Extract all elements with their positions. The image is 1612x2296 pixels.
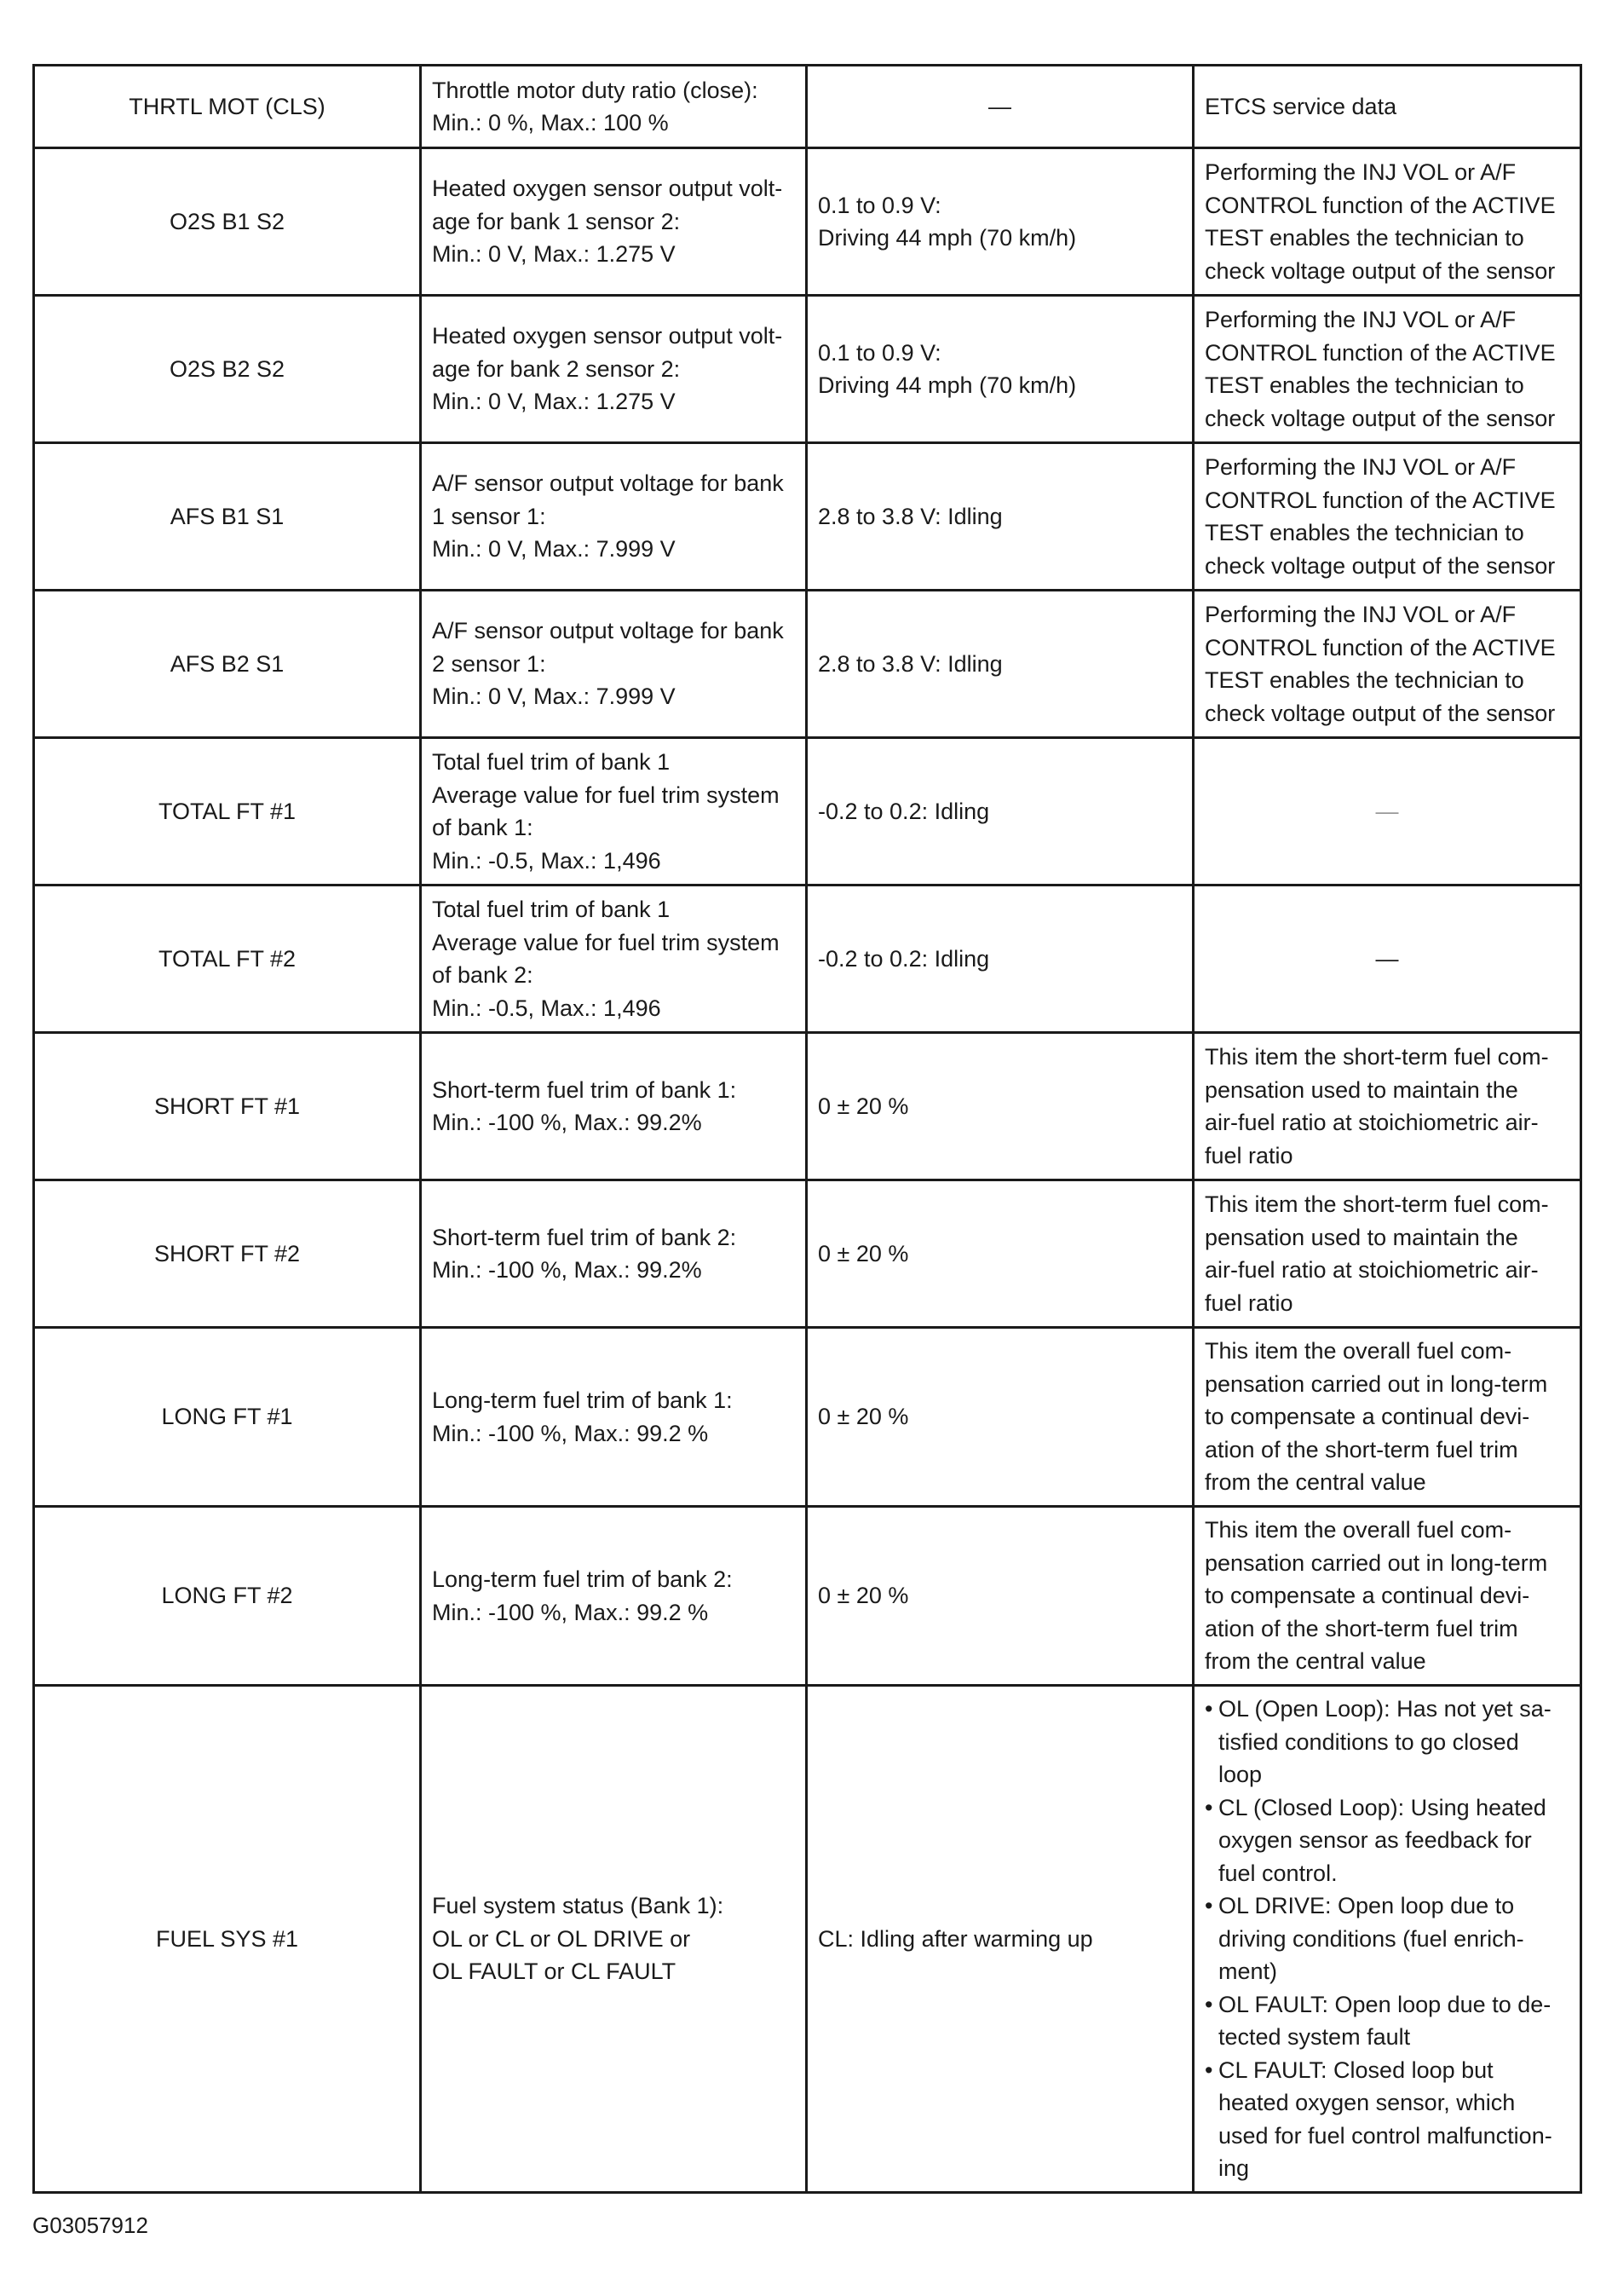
item-cell: LONG FT #2 [34, 1507, 421, 1686]
measurement-cell: Heated oxygen sensor output volt- age for bank 1 sensor 2: Min.: 0 V, Max.: 1.275 V [421, 148, 807, 296]
item-cell: SHORT FT #1 [34, 1033, 421, 1180]
table-row [34, 1180, 1581, 1328]
measurement-cell: Throttle motor duty ratio (close): Min.: 0 %, Max.: 100 % [421, 66, 807, 148]
remarks-cell [1194, 886, 1581, 1033]
remarks-cell: Performing the INJ VOL or A/F CONTROL function of the ACTIVE TEST enables the technician to check voltage output of the sensor [1194, 443, 1581, 591]
item-cell: SHORT FT #2 [34, 1180, 421, 1328]
dash-mark: — [1375, 945, 1399, 972]
normal-condition-cell: 0 ± 20 % [807, 1328, 1194, 1507]
table-row [34, 1686, 1581, 2193]
item-cell: TOTAL FT #1 [34, 738, 421, 886]
list-item: • CL FAULT: Closed loop but heated oxygen sensor, which used for fuel control malfunction- ing [1205, 2054, 1569, 2185]
item-cell: TOTAL FT #2 [34, 886, 421, 1033]
list-item: • OL FAULT: Open loop due to de- tected system fault [1205, 1988, 1569, 2054]
normal-condition-cell: 0 ± 20 % [807, 1033, 1194, 1180]
table-row [34, 1507, 1581, 1686]
table-row [34, 148, 1581, 296]
table-row [34, 1033, 1581, 1180]
measurement-cell: Heated oxygen sensor output volt- age for bank 2 sensor 2: Min.: 0 V, Max.: 1.275 V [421, 296, 807, 443]
measurement-cell: Total fuel trim of bank 1 Average value for fuel trim system of bank 2: Min.: -0.5, Max.: 1,496 [421, 886, 807, 1033]
table-row [34, 591, 1581, 738]
list-item: • OL (Open Loop): Has not yet sa- tisfied conditions to go closed loop [1205, 1693, 1569, 1791]
dash-mark: — [988, 93, 1011, 119]
item-cell: FUEL SYS #1 [34, 1686, 421, 2193]
data-list-table [32, 64, 1582, 2194]
remarks-cell: This item the short-term fuel com- pensation used to maintain the air-fuel ratio at stoichiometric air- fuel ratio [1194, 1033, 1581, 1180]
normal-condition-cell: 2.8 to 3.8 V: Idling [807, 591, 1194, 738]
measurement-cell: Short-term fuel trim of bank 1: Min.: -100 %, Max.: 99.2% [421, 1033, 807, 1180]
normal-condition-cell: 0.1 to 0.9 V: Driving 44 mph (70 km/h) [807, 296, 1194, 443]
dash-mark: — [1375, 798, 1399, 824]
table-row [34, 296, 1581, 443]
remarks-cell: This item the short-term fuel com- pensation used to maintain the air-fuel ratio at stoichiometric air- fuel ratio [1194, 1180, 1581, 1328]
table-row [34, 886, 1581, 1033]
measurement-cell: A/F sensor output voltage for bank 2 sensor 1: Min.: 0 V, Max.: 7.999 V [421, 591, 807, 738]
remarks-cell [1194, 738, 1581, 886]
item-cell: AFS B2 S1 [34, 591, 421, 738]
remarks-cell: Performing the INJ VOL or A/F CONTROL function of the ACTIVE TEST enables the technician to check voltage output of the sensor [1194, 296, 1581, 443]
measurement-cell: Fuel system status (Bank 1): OL or CL or OL DRIVE or OL FAULT or CL FAULT [421, 1686, 807, 2193]
normal-condition-cell: 0 ± 20 % [807, 1180, 1194, 1328]
measurement-cell: Long-term fuel trim of bank 2: Min.: -100 %, Max.: 99.2 % [421, 1507, 807, 1686]
normal-condition-cell: 2.8 to 3.8 V: Idling [807, 443, 1194, 591]
measurement-cell: Long-term fuel trim of bank 1: Min.: -100 %, Max.: 99.2 % [421, 1328, 807, 1507]
normal-condition-cell: 0 ± 20 % [807, 1507, 1194, 1686]
measurement-cell: Total fuel trim of bank 1 Average value for fuel trim system of bank 1: Min.: -0.5, Max.: 1,496 [421, 738, 807, 886]
list-item: • OL DRIVE: Open loop due to driving conditions (fuel enrich- ment) [1205, 1889, 1569, 1988]
normal-condition-cell: 0.1 to 0.9 V: Driving 44 mph (70 km/h) [807, 148, 1194, 296]
measurement-cell: A/F sensor output voltage for bank 1 sensor 1: Min.: 0 V, Max.: 7.999 V [421, 443, 807, 591]
normal-condition-cell: -0.2 to 0.2: Idling [807, 738, 1194, 886]
remarks-cell: Performing the INJ VOL or A/F CONTROL function of the ACTIVE TEST enables the technician to check voltage output of the sensor [1194, 148, 1581, 296]
item-cell: O2S B1 S2 [34, 148, 421, 296]
list-item: • CL (Closed Loop): Using heated oxygen sensor as feedback for fuel control. [1205, 1791, 1569, 1890]
normal-condition-cell: -0.2 to 0.2: Idling [807, 886, 1194, 1033]
remarks-cell: ETCS service data [1194, 66, 1581, 148]
remarks-cell [1194, 1686, 1581, 2193]
table-row [34, 738, 1581, 886]
remarks-cell: This item the overall fuel com- pensation carried out in long-term to compensate a continual devi- ation of the short-term fuel trim from the central value [1194, 1328, 1581, 1507]
table-row [34, 66, 1581, 148]
remarks-cell: This item the overall fuel com- pensation carried out in long-term to compensate a continual devi- ation of the short-term fuel trim from the central value [1194, 1507, 1581, 1686]
table-row [34, 1328, 1581, 1507]
normal-condition-cell [807, 66, 1194, 148]
remarks-cell: Performing the INJ VOL or A/F CONTROL function of the ACTIVE TEST enables the technician to check voltage output of the sensor [1194, 591, 1581, 738]
normal-condition-cell: CL: Idling after warming up [807, 1686, 1194, 2193]
figure-code: G03057912 [32, 2212, 148, 2238]
item-cell: LONG FT #1 [34, 1328, 421, 1507]
measurement-cell: Short-term fuel trim of bank 2: Min.: -100 %, Max.: 99.2% [421, 1180, 807, 1328]
table-row [34, 443, 1581, 591]
remarks-bullet-list [1205, 1693, 1569, 2185]
item-cell: THRTL MOT (CLS) [34, 66, 421, 148]
item-cell: AFS B1 S1 [34, 443, 421, 591]
item-cell: O2S B2 S2 [34, 296, 421, 443]
